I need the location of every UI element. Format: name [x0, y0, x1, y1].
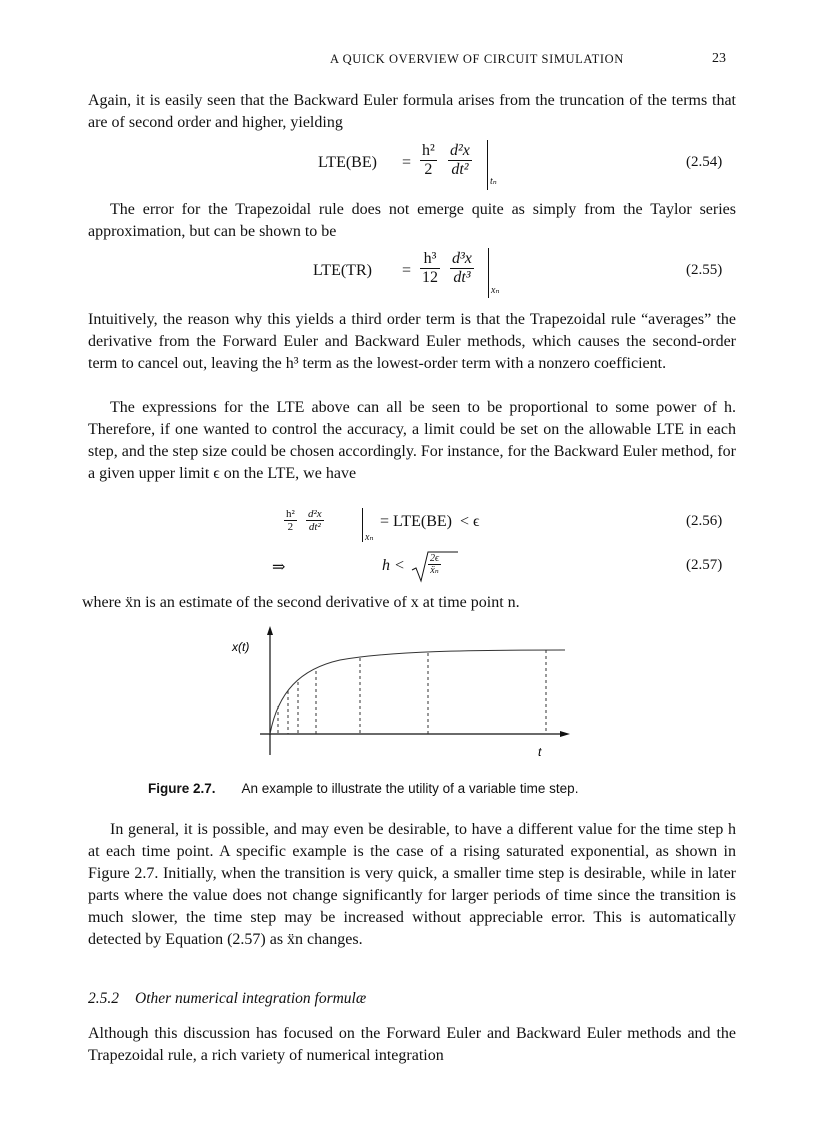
eq-256-eval: xₙ	[365, 532, 374, 543]
eq-257-radicand: $\frac{2\epsilon}{\text{ẍₙ}}$	[430, 553, 440, 576]
eq-254-frac-d: $\frac{\text{d²x}}{\text{dt²}}$	[450, 142, 470, 178]
eq-255-label: (2.55)	[686, 262, 723, 278]
subsection-number: 2.5.2	[88, 990, 119, 1007]
eq-254-eval-bar	[487, 140, 488, 190]
eq-256-frac-h: $\frac{\text{h²}}{2}$	[286, 508, 295, 533]
eq-257-label: (2.57)	[686, 557, 723, 573]
page-number: 23	[712, 51, 726, 66]
eq-255-lhs: LTE(TR)	[313, 262, 372, 279]
eq-257-lhs: h <	[382, 557, 405, 574]
eq-255-equals: =	[402, 262, 412, 279]
eq-256-rhs: = LTE(BE) < ϵ	[380, 513, 480, 530]
eq-255-eval: xₙ	[491, 285, 500, 296]
paragraph-7: Although this discussion has focused on the Forward Euler and Backward Euler methods and the Trapezoidal rule, a rich variety of numerical integration	[88, 1025, 736, 1064]
figure-2-7	[220, 620, 600, 765]
eq-254-label: (2.54)	[686, 154, 723, 170]
eq-254-equals: =	[402, 154, 412, 171]
y-axis-arrow-icon	[267, 626, 273, 635]
equation-2-56	[0, 508, 816, 544]
eq-255-frac-h: $\frac{\text{h³}}{12}$	[422, 250, 438, 286]
eq-256-frac-d: $\frac{\text{d²x}}{\text{dt²}}$	[308, 508, 322, 533]
exponential-curve	[270, 650, 565, 734]
eq-254-frac-h: $\frac{\text{h²}}{2}$	[422, 142, 435, 178]
eq-254-lhs: LTE(BE)	[318, 154, 377, 171]
equation-2-57	[0, 550, 816, 584]
x-axis-label: t	[538, 745, 542, 759]
running-title: A QUICK OVERVIEW OF CIRCUIT SIMULATION	[330, 52, 624, 66]
paragraph-2: The error for the Trapezoidal rule does not emerge quite as simply from the Taylor series approximation, but can be shown to be	[88, 201, 736, 240]
paragraph-6: In general, it is possible, and may even be desirable, to have a different value for the time step h at each time point. A specific example is the case of a rising saturated exponential, as shown in Figure 2.7. Initially, when the transition is very quick, a smaller time step is desirable, while in later parts where the value does not change significantly for larger periods of time since the transition is much slower, the time step may be increased without appreciable error. This is automatically detected by Equation (2.57) as ẍn changes.	[88, 821, 736, 948]
eq-254-eval: tₙ	[490, 176, 497, 187]
y-axis-label: x(t)	[232, 640, 250, 654]
paragraph-5: where ẍn is an estimate of the second derivative of x at time point n.	[82, 594, 520, 611]
paragraph-1: Again, it is easily seen that the Backward Euler formula arises from the truncation of the terms that are of second order and higher, yielding	[88, 92, 736, 131]
eq-256-eval-bar	[362, 508, 363, 542]
figure-caption	[148, 781, 578, 796]
caption-label: Figure 2.7.	[148, 781, 216, 796]
caption-text: An example to illustrate the utility of a variable time step.	[241, 781, 579, 796]
paragraph-3: Intuitively, the reason why this yields a third order term is that the Trapezoidal rule “averages” the derivative from the Forward Euler and Backward Euler methods, which causes the second-order term to cancel out, leaving the h³ term as the lowest-order term with a nonzero coefficient.	[88, 311, 736, 372]
x-axis-arrow-icon	[560, 731, 570, 737]
running-header	[0, 52, 816, 72]
eq-255-eval-bar	[488, 248, 489, 298]
equation-2-55	[0, 248, 816, 302]
eq-256-label: (2.56)	[686, 513, 723, 529]
eq-255-frac-d: $\frac{\text{d³x}}{\text{dt³}}$	[452, 250, 472, 286]
paragraph-4: The expressions for the LTE above can all be seen to be proportional to some power of h. Therefore, if one wanted to control the accuracy, a limit could be set on the allowable LTE in each step, and the step size could be chosen accordingly. For instance, for the Backward Euler method, for a given upper limit ϵ on the LTE, we have	[88, 399, 736, 482]
subsection-heading	[88, 990, 366, 1008]
equation-2-54	[0, 140, 816, 192]
eq-257-implies: ⇒	[272, 559, 286, 576]
subsection-title: Other numerical integration formulæ	[135, 990, 367, 1007]
